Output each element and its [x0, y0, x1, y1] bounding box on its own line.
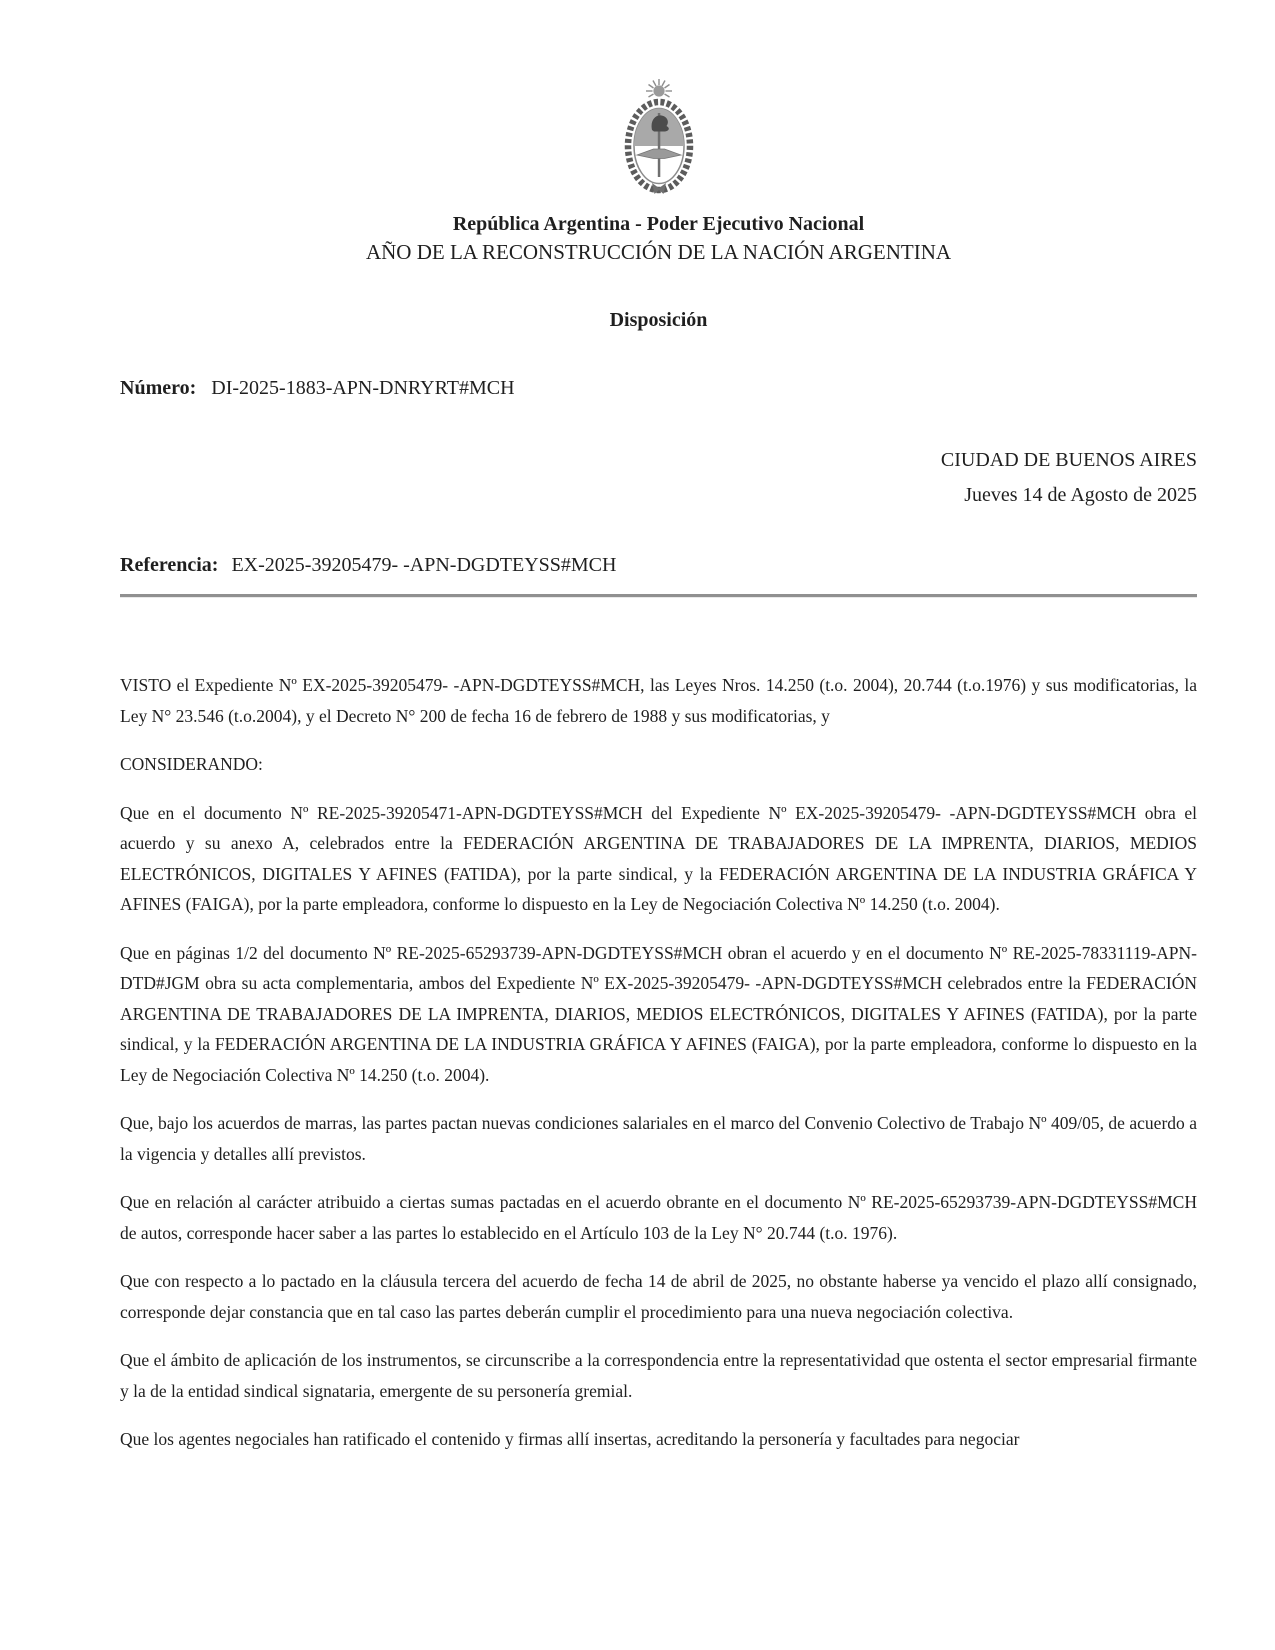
- republic-title: República Argentina - Poder Ejecutivo Nacional: [452, 213, 865, 235]
- considerando-heading: CONSIDERANDO:: [120, 754, 263, 774]
- recital-paragraph: Que con respecto a lo pactado en la cláusula tercera del acuerdo de fecha 14 de abril de 2025, no obstante haberse ya vencido el plazo allí consignado, corresponde dejar constancia que en tal caso las partes deberán cumplir el procedimiento para una nueva negociación colectiva.: [120, 1271, 1197, 1322]
- visto-paragraph: VISTO el Expediente Nº EX-2025-39205479- -APN-DGDTEYSS#MCH, las Leyes Nros. 14.250 (t.o. 2004), 20.744 (t.o.1976) y sus modificatorias, la Ley N° 23.546 (t.o.2004), y el Decreto N° 200 de fecha 16 de febrero de 1988 y sus modificatorias, y: [120, 675, 1197, 726]
- argentina-coat-of-arms-icon: [612, 78, 706, 198]
- recital-paragraph: Que en el documento Nº RE-2025-39205471-APN-DGDTEYSS#MCH del Expediente Nº EX-2025-39205479- -APN-DGDTEYSS#MCH obra el acuerdo y su anexo A, celebrados entre la FEDERACIÓN ARGENTINA DE TRABAJADORES DE LA IMPRENTA, DIARIOS, MEDIOS ELECTRÓNICOS, DIGITALES Y AFINES (FATIDA), por la parte sindical, y la FEDERACIÓN ARGENTINA DE LA INDUSTRIA GRÁFICA Y AFINES (FAIGA), por la parte empleadora, conforme lo dispuesto en la Ley de Negociación Colectiva Nº 14.250 (t.o. 2004).: [120, 802, 1197, 914]
- recital-paragraph: Que los agentes negociales han ratificado el contenido y firmas allí insertas, acreditando la personería y facultades para negociar: [120, 1429, 1020, 1449]
- recital-paragraph: Que en páginas 1/2 del documento Nº RE-2025-65293739-APN-DGDTEYSS#MCH obran el acuerdo y en el documento Nº RE-2025-78331119-APN-DTD#JGM obra su acta complementaria, ambos del Expediente Nº EX-2025-39205479- -APN-DGDTEYSS#MCH celebrados entre la FEDERACIÓN ARGENTINA DE TRABAJADORES DE LA IMPRENTA, DIARIOS, MEDIOS ELECTRÓNICOS, DIGITALES Y AFINES (FATIDA), por la parte sindical, y la FEDERACIÓN ARGENTINA DE LA INDUSTRIA GRÁFICA Y AFINES (FAIGA), por la parte empleadora, conforme lo dispuesto en la Ley de Negociación Colectiva Nº 14.250 (t.o. 2004).: [120, 942, 1197, 1085]
- number-value: DI-2025-1883-APN-DNRYRT#MCH: [211, 377, 515, 399]
- number-label: Número:: [120, 377, 197, 399]
- date-line: Jueves 14 de Agosto de 2025: [964, 484, 1197, 506]
- recital-paragraph: Que el ámbito de aplicación de los instrumentos, se circunscribe a la correspondencia entre la representatividad que ostenta el sector empresarial firmante y la de la entidad sindical signataria, emergente de su personería gremial.: [120, 1350, 1197, 1401]
- year-motto: AÑO DE LA RECONSTRUCCIÓN DE LA NACIÓN ARGENTINA: [365, 240, 952, 264]
- recital-paragraph: Que, bajo los acuerdos de marras, las partes pactan nuevas condiciones salariales en el marco del Convenio Colectivo de Trabajo Nº 409/05, de acuerdo a la vigencia y detalles allí previstos.: [120, 1113, 1197, 1164]
- reference-row: [120, 553, 1197, 578]
- recital-paragraph: Que en relación al carácter atribuido a ciertas sumas pactadas en el acuerdo obrante en el documento Nº RE-2025-65293739-APN-DGDTEYSS#MCH de autos, corresponde hacer saber a las partes lo establecido en el Artículo 103 de la Ley N° 20.744 (t.o. 1976).: [120, 1192, 1197, 1243]
- document-body: [120, 670, 1197, 1455]
- document-number-row: [120, 376, 1197, 401]
- city-line: CIUDAD DE BUENOS AIRES: [940, 449, 1197, 471]
- reference-value: EX-2025-39205479- -APN-DGDTEYSS#MCH: [231, 554, 617, 576]
- reference-label: Referencia:: [120, 554, 219, 576]
- document-type-title: Disposición: [609, 309, 708, 331]
- header-divider: [120, 594, 1197, 598]
- document-masthead: [120, 78, 1197, 266]
- place-date-block: [120, 443, 1197, 513]
